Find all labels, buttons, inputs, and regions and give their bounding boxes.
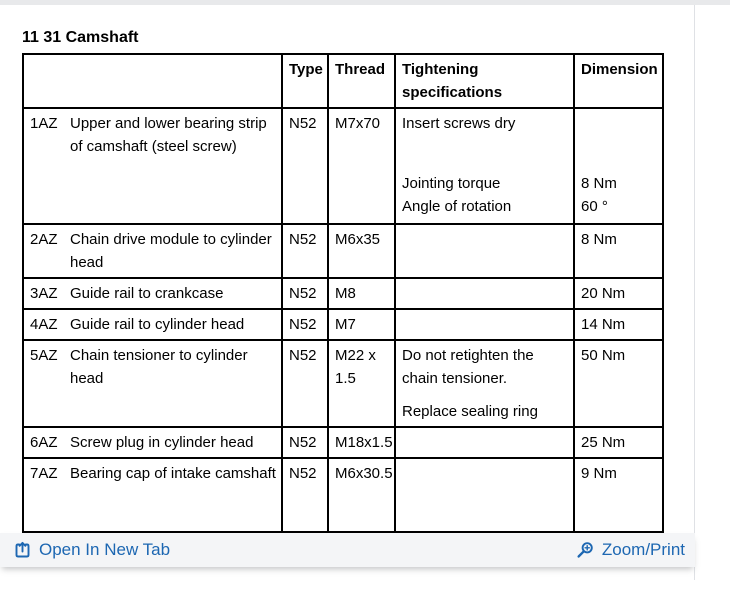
thread-cell: M22 x 1.5: [328, 340, 395, 427]
item-description: Guide rail to crankcase: [70, 285, 224, 302]
header-item: [23, 54, 282, 108]
spec-line: Insert screws dry: [402, 115, 516, 132]
type-cell: N52: [282, 309, 328, 340]
thread-cell: M6x30.5: [328, 458, 395, 532]
thread-cell: M6x35: [328, 224, 395, 278]
table-row: [23, 458, 663, 532]
tightening-cell: [395, 224, 574, 278]
zoom-print-label: Zoom/Print: [601, 540, 685, 559]
dimension-cell: 9 Nm: [574, 458, 663, 532]
item-id: 5AZ: [30, 347, 58, 364]
table-row: [23, 427, 663, 458]
header-type: Type: [282, 54, 328, 108]
thread-cell: M7x70: [328, 108, 395, 224]
header-tightening: Tightening specifications: [395, 54, 574, 108]
tightening-cell: [395, 309, 574, 340]
item-id: 6AZ: [30, 434, 58, 451]
open-in-new-tab-label: Open In New Tab: [39, 540, 171, 559]
dimension-cell: 25 Nm: [574, 427, 663, 458]
type-cell: N52: [282, 108, 328, 224]
item-description: Bearing cap of intake camshaft: [70, 465, 276, 482]
table-header-row: [23, 54, 663, 108]
item-id: 7AZ: [30, 465, 58, 482]
tightening-cell: [395, 108, 574, 224]
tightening-cell: [395, 278, 574, 309]
item-id: 3AZ: [30, 285, 58, 302]
page-title: 11 31 Camshaft: [22, 29, 139, 46]
item-cell: [23, 427, 282, 458]
table-row: [23, 309, 663, 340]
tightening-cell: [395, 458, 574, 532]
type-cell: N52: [282, 340, 328, 427]
thread-cell: M8: [328, 278, 395, 309]
type-cell: N52: [282, 278, 328, 309]
tightening-cell: [395, 427, 574, 458]
dimension-value: 8 Nm: [581, 175, 617, 192]
item-cell: [23, 278, 282, 309]
item-description: Guide rail to cylinder head: [70, 316, 245, 333]
dimension-cell: [574, 108, 663, 224]
item-cell: [23, 458, 282, 532]
item-description: Upper and lower bearing strip of camshaft (steel screw): [70, 115, 267, 155]
table-row: [23, 278, 663, 309]
header-thread: Thread: [328, 54, 395, 108]
open-in-new-tab-link[interactable]: [13, 540, 170, 560]
document-panel: [0, 5, 695, 580]
dimension-cell: 8 Nm: [574, 224, 663, 278]
table-row: [23, 108, 663, 224]
table-row: [23, 224, 663, 278]
dimension-value: 60 °: [581, 198, 608, 215]
spec-line: Angle of rotation: [402, 198, 512, 215]
type-cell: N52: [282, 427, 328, 458]
header-dimension: Dimension: [574, 54, 663, 108]
dimension-cell: 50 Nm: [574, 340, 663, 427]
table-row: [23, 340, 663, 427]
type-cell: N52: [282, 458, 328, 532]
spec-line: Do not retighten the chain tensioner.: [402, 347, 534, 387]
magnifier-plus-icon: [576, 541, 595, 560]
item-cell: [23, 224, 282, 278]
dimension-cell: 14 Nm: [574, 309, 663, 340]
item-cell: [23, 108, 282, 224]
spec-line: Replace sealing ring: [402, 403, 538, 420]
item-description: Chain tensioner to cylinder head: [70, 347, 248, 387]
footer-action-bar: [0, 533, 695, 567]
dimension-cell: 20 Nm: [574, 278, 663, 309]
open-in-new-tab-icon: [13, 541, 32, 560]
item-cell: [23, 309, 282, 340]
item-cell: [23, 340, 282, 427]
torque-spec-table: [22, 53, 664, 533]
type-cell: N52: [282, 224, 328, 278]
thread-cell: M18x1.5: [328, 427, 395, 458]
thread-cell: M7: [328, 309, 395, 340]
item-description: Chain drive module to cylinder head: [70, 231, 272, 271]
item-id: 1AZ: [30, 115, 58, 132]
spec-line: Jointing torque: [402, 175, 501, 192]
zoom-print-link[interactable]: [576, 540, 685, 560]
item-id: 2AZ: [30, 231, 58, 248]
item-description: Screw plug in cylinder head: [70, 434, 254, 451]
item-id: 4AZ: [30, 316, 58, 333]
tightening-cell: [395, 340, 574, 427]
